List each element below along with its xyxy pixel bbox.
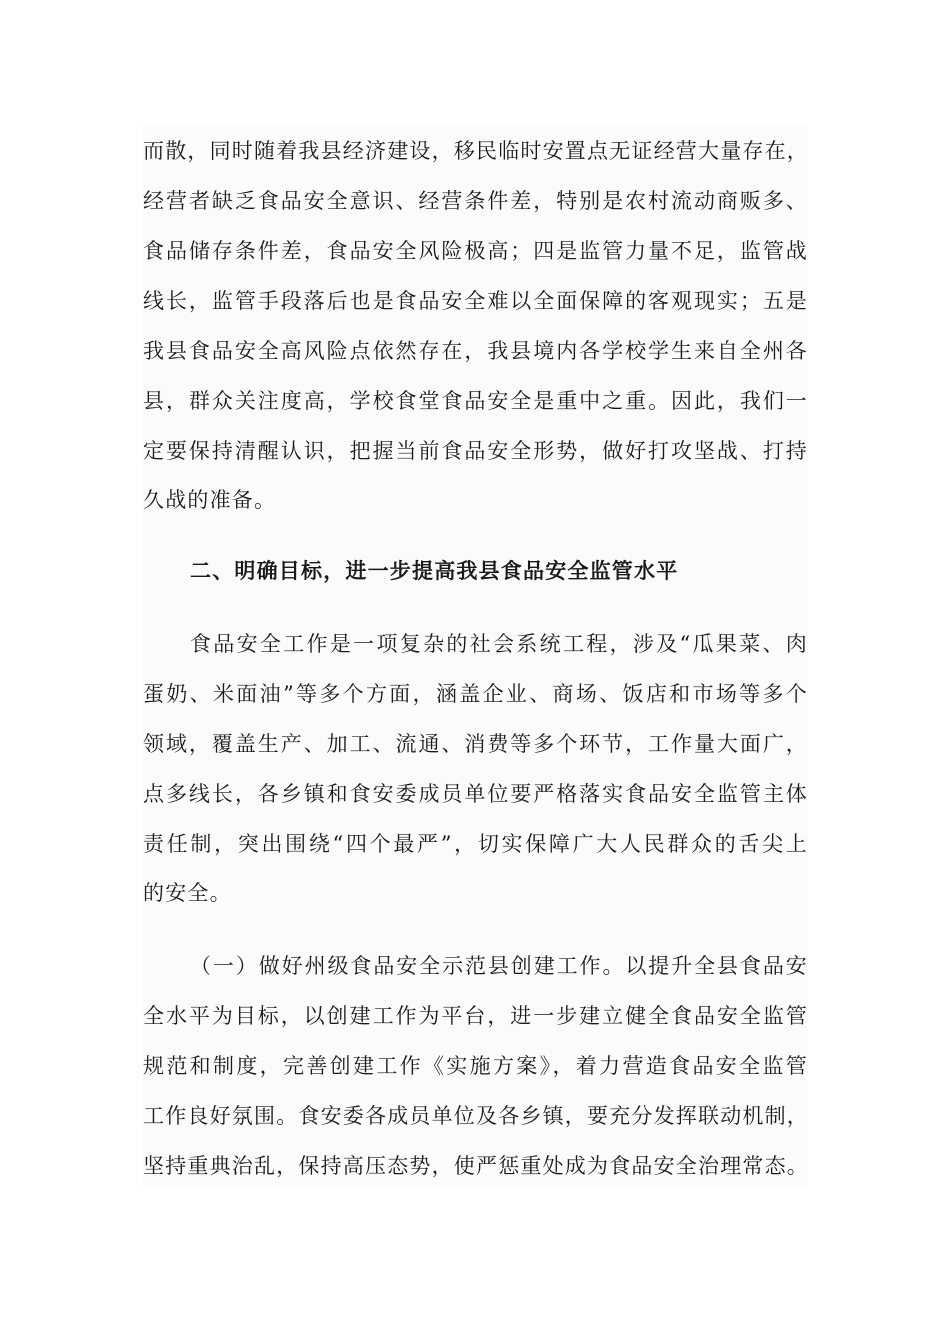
paragraph-1-line: 定要保持清醒认识，把握当前食品安全形势，做好打攻坚战、打持 (143, 439, 808, 463)
paragraph-1-line: 经营者缺乏食品安全意识、经营条件差，特别是农村流动商贩多、 (143, 189, 808, 213)
paragraph-2-line: 食品安全工作是一项复杂的社会系统工程，涉及“瓜果菜、肉 (190, 632, 808, 656)
paragraph-3-line: 全水平为目标，以创建工作为平台，进一步建立健全食品安全监管 (143, 1004, 808, 1028)
paragraph-2-line: 责任制，突出围绕“四个最严”，切实保障广大人民群众的舌尖上 (143, 832, 808, 856)
paragraph-2-line: 领域，覆盖生产、加工、流通、消费等多个环节，工作量大面广， (143, 732, 808, 756)
paragraph-1-line: 而散，同时随着我县经济建设，移民临时安置点无证经营大量存在， (143, 139, 809, 163)
section-heading: 二、明确目标，进一步提高我县食品安全监管水平 (190, 558, 679, 583)
paragraph-1-line: 我县食品安全高风险点依然存在，我县境内各学校学生来自全州各 (143, 339, 808, 363)
paragraph-1-line: 线长，监管手段落后也是食品安全难以全面保障的客观现实；五是 (143, 289, 808, 313)
paragraph-1-line: 久战的准备。 (143, 488, 277, 512)
paragraph-2-line: 点多线长，各乡镇和食安委成员单位要严格落实食品安全监管主体 (143, 782, 808, 806)
paragraph-3-line: 规范和制度，完善创建工作《实施方案》，着力营造食品安全监管 (143, 1054, 808, 1078)
paragraph-1-line: 县，群众关注度高，学校食堂食品安全是重中之重。因此，我们一 (143, 389, 808, 413)
paragraph-3-line: 坚持重典治乱，保持高压态势，使严惩重处成为食品安全治理常态。 (143, 1154, 809, 1178)
paragraph-3-line: （一）做好州级食品安全示范县创建工作。以提升全县食品安 (190, 954, 808, 978)
paragraph-2-line: 的安全。 (143, 881, 232, 905)
paragraph-1-line: 食品储存条件差，食品安全风险极高；四是监管力量不足，监管战 (143, 239, 808, 263)
paragraph-2-line: 蛋奶、米面油”等多个方面，涵盖企业、商场、饭店和市场等多个 (143, 682, 808, 706)
paragraph-3-line: 工作良好氛围。食安委各成员单位及各乡镇，要充分发挥联动机制， (143, 1104, 809, 1128)
